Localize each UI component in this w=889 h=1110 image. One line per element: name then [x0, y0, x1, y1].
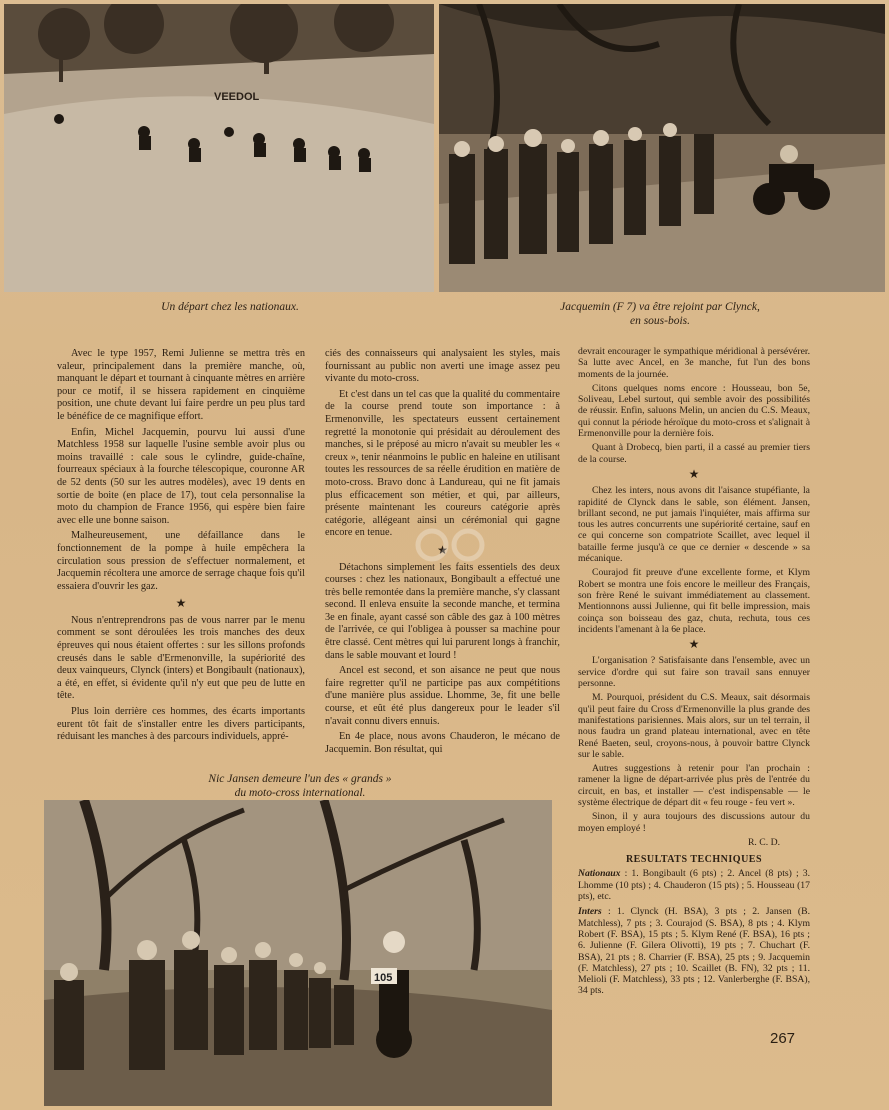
col2-paragraph: ciés des connaisseurs qui analysaient les styles, mais fournissant au public non averti une image assez peu vivante du moto-cross.	[325, 348, 560, 385]
col3-paragraph: devrait encourager le sympathique méridional à persévérer. Sa lutte avec Ancel, en 3e manche, fut l'un des bons moments de la journée.	[578, 346, 810, 380]
col3-paragraph: Chez les inters, nous avons dit l'aisance stupéfiante, la rapidité de Clynck dans le sable, son élément. Jansen, brillant second, ne put jamais l'inquiéter, mais affirma sur tous les autres concurrents une supériorité certaine, sauf en ce qui concerne son compatriote Scaillet, avec lequel il bataille ferme jusqu'à ce que ce dernier « descende » sa mécanique.	[578, 485, 810, 565]
section-star: ★	[688, 466, 700, 481]
photo-jacquemin-image	[439, 4, 885, 292]
photo-nic-jansen	[44, 800, 552, 1106]
results-inters-label: Inters	[578, 906, 602, 918]
section-star: ★	[437, 542, 448, 557]
col2-paragraph: Détachons simplement les faits essentiels des deux courses : chez les nationaux, Bongibault a effectué une très belle remontée dans la première manche, s'y classant second. Il enleva ensuite la seconde manche, et termina 3e en finale, ayant cassé son câble des gaz à 100 mètres de l'arrivée, ce qui l'obligea à pousser sa machine pour être classé. Cent mètres qui lui parurent longs à franchir, dans le sable mouvant et lourd !	[325, 561, 560, 661]
col3-paragraph: L'organisation ? Satisfaisante dans l'ensemble, avec un service d'ordre qui sut faire son travail sans ennuyer personne.	[578, 655, 810, 690]
plate-number: 105	[374, 972, 393, 984]
col3-paragraph: Citons quelques noms encore : Housseau, bon 5e, Soliveau, Lebel surtout, qui semble avoir des possibilités de réussir. Enfin, saluons Melin, un ancien du C.S. Meaux, qui connut la période héroïque du moto-cross et s'alignait à Ermenonville pour la dernière fois.	[578, 382, 810, 440]
col1-paragraph: Avec le type 1957, Remi Julienne se mettra très en valeur, principalement dans la première manche, où, manquant le départ et tournant à cinquante mètres en arrière pour ce motif, il se hissera rapidement en cinquième position, une chute devant lui faire perdre un peu plus tard le bénéfice de ce magnifique effort.	[57, 348, 305, 422]
col2-paragraph: Et c'est dans un tel cas que la qualité du commentaire de la course prend toute son importance : à Ermenonville, les spectateurs eussent certainement regretté la monotonie qui présidait au déroulement des manches, si le préposé au micro n'avait su meubler les « creux », tenir néanmoins le public en haleine en utilisant toutes les ressources de sa réelle érudition en matière de moto-cross. Bravo donc à Landureau, qui ne fit jamais plus efficacement son métier, et qui, par ailleurs, présente maintenant les coureurs catégorie après catégorie, allégeant ainsi un cérémonial qui gagne encore en tenue.	[325, 388, 560, 539]
article-column-1	[57, 348, 305, 747]
section-star: ★	[175, 596, 187, 611]
page-number: 267	[770, 1030, 796, 1047]
caption-top-right-line2: en sous-bois.	[629, 315, 691, 327]
results-section	[578, 854, 810, 997]
photo-nic-jansen-image	[44, 800, 552, 1106]
article-column-3	[578, 346, 810, 1001]
results-nationaux	[578, 868, 810, 902]
caption-top-right	[480, 300, 840, 328]
photo-start-nationaux-image	[4, 4, 434, 292]
banner-text: VEEDOL	[214, 91, 260, 103]
watermark-logo	[410, 522, 490, 568]
col3-paragraph: Quant à Drobecq, bien parti, il a cassé au premier tiers de la course.	[578, 442, 810, 465]
col1-paragraph: Malheureusement, une défaillance dans le fonctionnement de la pompe à huile empêchera la circulation sous pression de s'effectuer normalement, et Jacquemin récoltera une amorce de serrage chaque fois qu'il essaiera d'ouvrir les gaz.	[57, 530, 305, 592]
section-star: ★	[688, 637, 700, 652]
col3-paragraph: Autres suggestions à retenir pour l'an prochain : ramener la ligne de départ-arrivée plus près de l'entrée du circuit, en bas, et installer — c'est indispensable — le système électrique de départ dit « feu rouge - feu vert ».	[578, 763, 810, 808]
col3-paragraph: Courajod fit preuve d'une excellente forme, et Klym Robert se montra une fois encore le meilleur des Français, son frère René le suivant immédiatement au classement. Mentionnons aussi Julienne, qui fit belle impression, mais coinça son boisseau des gaz, chuta, rechuta, tous ces incidents l'amenant à la 6e place.	[578, 567, 810, 635]
col2-paragraph: Ancel est second, et son aisance ne peut que nous faire regretter qu'il ne participe pas aux compétitions d'une manière plus assidue. Lhomme, 3e, fit une belle course, et eût été plus dangereux pour le leader s'il n'avait connu divers ennuis.	[325, 665, 560, 727]
caption-bottom-line1: Nic Jansen demeure l'un des « grands »	[208, 773, 392, 785]
caption-top-right-line1: Jacquemin (F 7) va être rejoint par Clynck,	[560, 301, 760, 313]
photo-jacquemin-sous-bois	[439, 4, 885, 292]
results-inters-text: : 1. Clynck (H. BSA), 3 pts ; 2. Jansen (B. Matchless), 7 pts ; 3. Courajod (S. BSA), 8 pts ; 4. Klym Robert (F. BSA), 15 pts ; 5. Klym René (F. BSA), 16 pts ; 6. Julienne (F. Gilera Olivotti), 19 pts ; 7. Chuchart (F. BSA), 21 pts ; 8. Charrier (F. BSA), 25 pts ; 9. Jacquemin (F. Matchless), 27 pts ; 10. Scaillet (B. FN), 32 pts ; 11. Melioli (F. Matchless), 33 pts ; 12. Vanlerberghe (F. BSA), 34 pts.	[578, 906, 810, 997]
col1-paragraph: Enfin, Michel Jacquemin, pourvu lui aussi d'une Matchless 1958 sur laquelle l'usine semble avoir plus ou moins travaillé : cale sous le cylindre, guide-chaîne, fourreaux spéciaux à la fourche télescopique, couronne AR de 52 dents (50 sur les autres modèles), avec 19 dents en sortie de boite (en place de 17), tout cela personnalise la moto du champion de France 1956, qui espère bien faire avec elle une bonne saison.	[57, 426, 305, 526]
caption-top-left: Un départ chez les nationaux.	[161, 301, 299, 313]
results-inters	[578, 906, 810, 996]
caption-bottom	[120, 772, 480, 800]
photo-start-nationaux	[4, 4, 434, 292]
results-nationaux-text: : 1. Bongibault (6 pts) ; 2. Ancel (8 pts) ; 3. Lhomme (10 pts) ; 4. Chauderon (15 pts) ; 5. Housseau (17 pts), etc.	[578, 868, 810, 903]
col1-paragraph: Nous n'entreprendrons pas de vous narrer par le menu comment se sont déroulées les trois manches des deux épreuves qui nous étaient offertes : sur les sillons profonds creusés dans le sable d'Ermenonville, la supériorité des deux vainqueurs, Clynck (inters) et Bongibault (nationaux), a été, en effet, si évidente qu'il n'y eut que peu de lutte en tête.	[57, 614, 305, 702]
results-nationaux-label: Nationaux	[578, 868, 621, 880]
author-signature: R. C. D.	[747, 836, 780, 848]
results-title: RESULTATS TECHNIQUES	[625, 854, 763, 866]
col3-paragraph: M. Pourquoi, président du C.S. Meaux, sait désormais qu'il peut faire du Cross d'Ermenonville la plus grande des manifestations parisiennes. Mais alors, sur un tel terrain, il nous faudra un grand plateau international, avec en tête René Baeten, seul, croyons-nous, à pouvoir battre Clynck sur le sable.	[578, 692, 810, 760]
col1-paragraph: Plus loin derrière ces hommes, des écarts importants eurent tôt fait de s'installer entre les divers participants, réduisant les manches à des parcours individuels, appré-	[57, 706, 305, 743]
col3-paragraph: Sinon, il y aura toujours des discussions autour du moyen employé !	[578, 811, 810, 834]
col2-paragraph: En 4e place, nous avons Chauderon, le mécano de Jacquemin. Bon résultat, qui	[325, 731, 560, 755]
caption-bottom-line2: du moto-cross international.	[234, 787, 366, 799]
